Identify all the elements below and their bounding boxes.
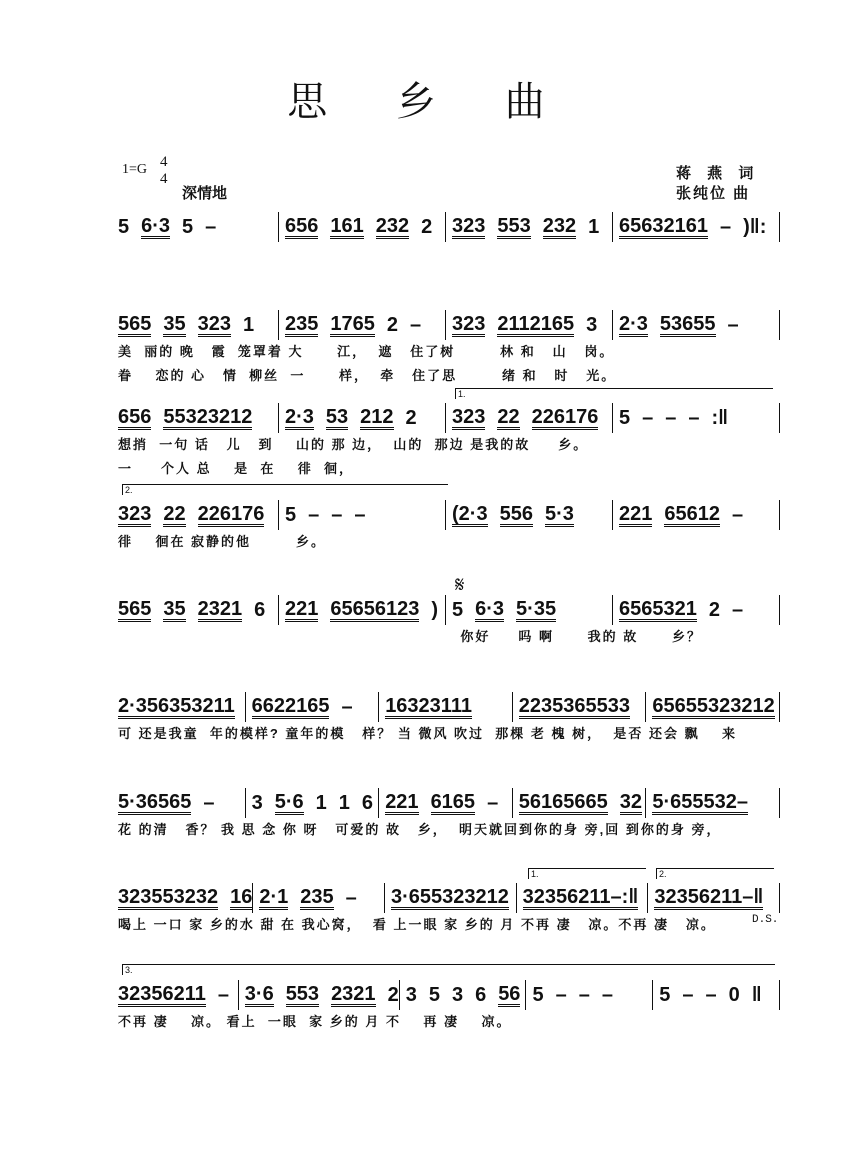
note-group: – [682, 984, 694, 1006]
measure [445, 595, 612, 625]
note-group: 221 [285, 597, 319, 620]
note-group: 3·6 [244, 982, 274, 1005]
notes-line [118, 310, 780, 340]
note-group: 1 [315, 792, 327, 814]
measure [118, 980, 238, 1010]
note-group: 553 [497, 214, 531, 237]
note-group: – [688, 407, 700, 429]
measure [384, 883, 516, 913]
measure [118, 692, 245, 722]
time-top: 4 [160, 154, 168, 170]
note-group: 5 [182, 216, 194, 238]
note-group: 221 [619, 502, 653, 525]
note-group: 53 [325, 405, 349, 428]
note-group: :‖ [711, 407, 729, 429]
note-group: 6165 [430, 790, 476, 813]
note-group: 212 [360, 405, 394, 428]
note-group: – [578, 984, 590, 1006]
note-group: 16323111 [385, 694, 472, 717]
note-group: – [601, 984, 613, 1006]
note-group: 22 [497, 405, 520, 428]
measure [645, 788, 780, 818]
lyrics-line: 喝上 一口 家 乡的水 甜 在 我心窝， 看 上一眼 家 乡的 月 不再 凄 凉。不再 凄 凉。 [118, 917, 716, 932]
note-group: 323 [118, 502, 152, 525]
note-group: 235 [300, 885, 334, 908]
note-group: ) [431, 599, 439, 621]
note-group: 221 [385, 790, 419, 813]
notes-line [118, 403, 780, 433]
note-group: – [205, 216, 217, 238]
note-group: 56 [498, 982, 521, 1005]
measure [118, 595, 278, 625]
note-group: – [487, 792, 499, 814]
volta-1b: 1. [528, 868, 646, 879]
measure [512, 788, 646, 818]
measure [612, 212, 780, 242]
measure [278, 212, 445, 242]
note-group: 5·3 [544, 502, 574, 525]
time-bottom: 4 [160, 171, 168, 187]
note-group: 35 [163, 597, 186, 620]
measure [378, 692, 512, 722]
measure [278, 310, 445, 340]
note-group: – [217, 984, 230, 1006]
notes-line [118, 595, 780, 625]
key-signature: 1=G [122, 162, 148, 177]
staff-row [118, 980, 780, 1034]
lyrics-line: 可 还是我童 年的模样? 童年的模 样？ 当 微风 吹过 那棵 老 槐 树， 是否 还会 飘 来 [118, 726, 738, 741]
staff-row [118, 692, 780, 746]
measure [445, 403, 612, 433]
note-group: 323 [452, 214, 486, 237]
note-group: 226176 [531, 405, 599, 428]
measure [252, 883, 384, 913]
note-group: 5 [118, 216, 130, 238]
note-group: ‖ [751, 984, 762, 1006]
note-group: 226176 [197, 502, 265, 525]
notes-line [118, 788, 780, 818]
staff-row [118, 500, 780, 554]
measure [118, 500, 278, 530]
note-group: 6 [475, 984, 487, 1006]
note-group: 56165665 [518, 790, 608, 813]
measure [118, 212, 278, 242]
note-group: – [705, 984, 717, 1006]
note-group: 2235365533 [518, 694, 631, 717]
staff-row [118, 788, 780, 842]
note-group: 656 [118, 405, 152, 428]
note-group: 5·35 [516, 597, 557, 620]
note-group: 65656123 [330, 597, 420, 620]
note-group: 2·1 [259, 885, 289, 908]
composer-credit: 张纯位 曲 [676, 185, 751, 202]
measure [612, 500, 780, 530]
note-group: 6·3 [141, 214, 171, 237]
note-group: 232 [375, 214, 410, 237]
note-group: 35 [163, 312, 186, 335]
staff-row [118, 403, 780, 481]
measure [399, 980, 526, 1010]
measure [612, 310, 780, 340]
ds-marking: D.S. [752, 914, 779, 926]
measure [647, 883, 780, 913]
note-group: 1 [243, 314, 255, 336]
notes-line [118, 883, 780, 913]
lyrics-line: 徘 徊在 寂静的他 乡。 [118, 534, 326, 549]
note-group: 2 [421, 216, 433, 238]
note-group: 32356211–:‖ [522, 885, 639, 908]
volta-1: 1. [455, 388, 773, 399]
note-group: 3 [451, 984, 464, 1006]
lyrics-line: 想捎 一句 话 儿 到 山的 那 边， 山的 那边 是我的故 乡。 [118, 437, 589, 452]
volta-3: 3. [122, 964, 775, 975]
note-group: 32 [619, 790, 643, 813]
note-group: 6622165 [251, 694, 330, 717]
measure [278, 595, 445, 625]
lyrics-line: 你好 吗 啊 我的 故 乡？ [118, 629, 702, 644]
note-group: – [203, 792, 215, 814]
note-group: – [331, 504, 343, 526]
tempo-marking: 深情地 [182, 185, 228, 202]
lyrics-line: 眷 恋的 心 情 柳丝 一 样， 牵 住了思 绪 和 时 光。 [118, 368, 617, 383]
note-group: (2·3 [452, 502, 488, 525]
note-group: 2112165 [497, 312, 575, 335]
note-group: 1 [588, 216, 600, 238]
note-group: 323 [452, 312, 486, 335]
note-group: 2 [387, 984, 399, 1006]
note-group: – [642, 407, 654, 429]
note-group: 323553232 [118, 885, 219, 908]
measure [278, 500, 445, 530]
measure [516, 883, 648, 913]
lyricist-credit: 蒋 燕 词 [676, 165, 760, 182]
measure [612, 403, 780, 433]
note-group: 55323212 [163, 405, 253, 428]
note-group: 2 [386, 314, 398, 336]
note-group: – [341, 696, 353, 718]
measure [118, 310, 278, 340]
note-group: 3 [586, 314, 598, 336]
lyrics-line: 美 丽的 晚 霞 笼罩着 大 江， 遮 住了树 林 和 山 岗。 [118, 344, 615, 359]
measure [652, 980, 780, 1010]
measure [445, 212, 612, 242]
note-group: 5 [452, 599, 464, 621]
note-group: 0 [728, 984, 740, 1006]
note-group: 32356211–‖ [654, 885, 764, 908]
measure [238, 980, 399, 1010]
note-group: 235 [285, 312, 319, 335]
note-group: 65632161 [619, 214, 708, 237]
note-group: 323 [197, 312, 231, 335]
note-group: 2·356353211 [118, 694, 235, 717]
measure [525, 980, 652, 1010]
note-group: 65655323212 [652, 694, 775, 717]
note-group: 232 [542, 214, 577, 237]
note-group: 565 [118, 597, 152, 620]
note-group: 2 [708, 599, 720, 621]
note-group: 5 [532, 984, 544, 1006]
note-group: 565 [118, 312, 152, 335]
note-group: 6 [254, 599, 266, 621]
note-group: 22 [163, 502, 186, 525]
note-group: 3 [405, 984, 417, 1006]
note-group: 32356211 [118, 982, 206, 1005]
staff-row [118, 310, 780, 388]
note-group: 6·3 [475, 597, 505, 620]
note-group: 5 [428, 984, 440, 1006]
note-group: 2 [405, 407, 417, 429]
note-group: 323 [452, 405, 486, 428]
measure [645, 692, 780, 722]
note-group: 1765 [330, 312, 375, 335]
segno-icon: 𝄋 [455, 572, 465, 597]
lyrics-line: 一 个人 总 是 在 徘 徊， [118, 461, 355, 476]
note-group: – [732, 599, 744, 621]
note-group: – [727, 314, 739, 336]
measure [245, 788, 379, 818]
note-group: 656 [285, 214, 319, 237]
note-group: – [665, 407, 677, 429]
note-group: – [719, 216, 732, 238]
note-group: 5 [659, 984, 671, 1006]
note-group: 16 [230, 885, 253, 908]
note-group: 1 [338, 792, 350, 814]
measure [245, 692, 379, 722]
song-title: 思 乡 曲 [287, 79, 573, 125]
note-group: 553 [285, 982, 320, 1005]
note-group: – [345, 887, 357, 909]
staff-row [118, 883, 780, 937]
note-group: 2·3 [619, 312, 648, 335]
note-group: 2·3 [285, 405, 314, 428]
note-group: 5 [285, 504, 297, 526]
note-group: – [732, 504, 744, 526]
staff-row [118, 212, 780, 242]
note-group: 53655 [659, 312, 716, 335]
note-group: 2321 [197, 597, 243, 620]
note-group: 3·655323212 [391, 885, 509, 908]
measure [512, 692, 646, 722]
volta-2: 2. [122, 484, 448, 495]
note-group: – [410, 314, 422, 336]
notes-line [118, 692, 780, 722]
measure [118, 403, 278, 433]
note-group: 2321 [331, 982, 376, 1005]
note-group: )‖: [743, 216, 767, 238]
note-group: 5·36565 [118, 790, 192, 813]
note-group: – [555, 984, 567, 1006]
note-group: 5·655532– [652, 790, 749, 813]
note-group: 6565321 [619, 597, 697, 620]
measure [278, 403, 445, 433]
measure [378, 788, 512, 818]
lyrics-line: 花 的清 香？ 我 思 念 你 呀 可爱的 故 乡， 明天就回到你的身 旁,回 到你的身 旁， [118, 822, 722, 837]
note-group: 6 [361, 792, 373, 814]
note-group: 65612 [664, 502, 720, 525]
note-group: 556 [499, 502, 533, 525]
volta-2b: 2. [656, 868, 774, 879]
note-group: 3 [251, 792, 263, 814]
measure [118, 883, 252, 913]
notes-line [118, 980, 780, 1010]
note-group: – [308, 504, 320, 526]
note-group: – [354, 504, 366, 526]
measure [445, 310, 612, 340]
note-group: 161 [330, 214, 364, 237]
measure [445, 500, 612, 530]
measure [118, 788, 245, 818]
notes-line [118, 500, 780, 530]
note-group: 5 [619, 407, 631, 429]
lyrics-line: 不再 凄 凉。 看上 一眼 家 乡的 月 不 再 凄 凉。 [118, 1014, 512, 1029]
note-group: 5·6 [274, 790, 304, 813]
time-signature [160, 154, 168, 188]
staff-row [118, 595, 780, 649]
notes-line [118, 212, 780, 242]
measure [612, 595, 780, 625]
